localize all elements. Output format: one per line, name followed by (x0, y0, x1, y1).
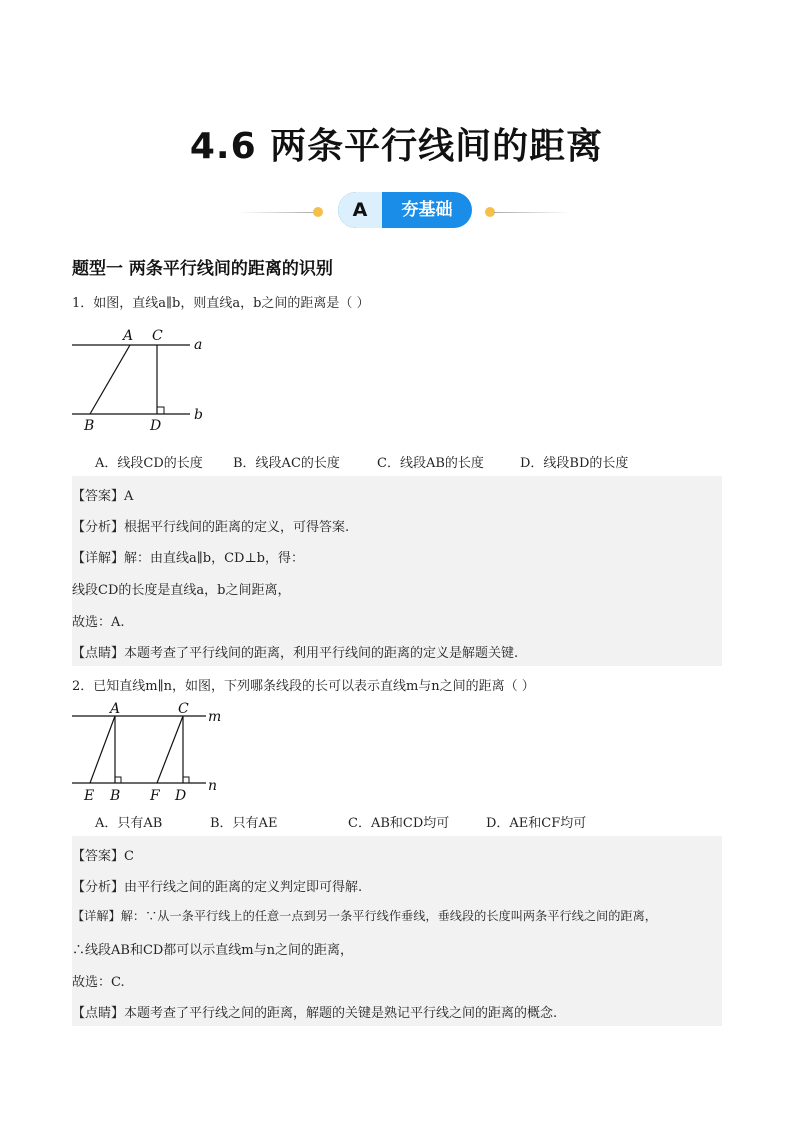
fig1-label-top-3: a (194, 337, 203, 353)
question-2-answer-box (72, 836, 722, 1026)
question-2-option-c: C．AB和CD均可 (348, 816, 450, 831)
question-2-stem: 2．已知直线m∥n，如图，下列哪条线段的长可以表示直线m与n之间的距离（ ） (72, 679, 535, 694)
section-banner (0, 192, 793, 232)
fig2-label-top-3: m (208, 709, 222, 725)
question-1-analysis: 【分析】根据平行线间的距离的定义，可得答案. (72, 520, 350, 535)
question-1-option-c: C．线段AB的长度 (377, 456, 484, 471)
question-1-answer: 【答案】A (72, 489, 134, 504)
fig2-label-bottom-3: F (150, 788, 160, 804)
banner-line-left (238, 212, 316, 213)
question-1-stem: 1．如图，直线a∥b，则直线a，b之间的距离是（ ） (72, 296, 370, 311)
fig2-label-bottom-1: E (84, 788, 95, 804)
question-1-option-a: A．线段CD的长度 (95, 456, 203, 471)
question-2-option-b: B．只有AE (210, 816, 278, 831)
question-1-option-d: D．线段BD的长度 (520, 456, 629, 471)
section-heading: 题型一 两条平行线间的距离的识别 (72, 259, 333, 279)
question-1-choice: 故选：A. (72, 615, 125, 630)
question-2-analysis: 【分析】由平行线之间的距离的定义判定即可得解. (72, 880, 363, 895)
fig2-label-bottom-5: n (208, 778, 218, 794)
fig1-label-bottom-3: b (194, 407, 203, 423)
question-1-figure (68, 325, 218, 435)
banner-line-right (494, 212, 572, 213)
question-2-answer: 【答案】C (72, 849, 134, 864)
banner-letter: A (338, 192, 382, 228)
question-2-detail: 【详解】解：∵从一条平行线上的任意一点到另一条平行线作垂线，垂线段的长度叫两条平行线之间的距离， (72, 909, 657, 923)
question-1-detail: 【详解】解：由直线a∥b，CD⊥b，得： (72, 551, 304, 566)
question-1-answer-box (72, 476, 722, 666)
question-2-option-d: D．AE和CF均可 (486, 816, 587, 831)
fig1-label-bottom-1: B (84, 418, 95, 434)
fig2-label-top-2: C (178, 701, 189, 717)
fig1-label-bottom-2: D (150, 418, 162, 434)
question-1-detail-line-2: 线段CD的长度是直线a，b之间距离， (72, 583, 291, 598)
banner-label: 夯基础 (401, 200, 453, 220)
fig2-label-bottom-2: B (110, 788, 121, 804)
question-2-figure (68, 700, 228, 806)
question-1-comment: 【点睛】本题考查了平行线间的距离，利用平行线间的距离的定义是解题关键. (72, 646, 519, 661)
question-1-option-b: B．线段AC的长度 (233, 456, 340, 471)
banner-dot-left (313, 207, 323, 217)
fig1-label-top-2: C (152, 328, 163, 344)
fig2-label-top-1: A (110, 701, 121, 717)
page-title: 4.6 两条平行线间的距离 (189, 126, 604, 167)
question-2-comment: 【点睛】本题考查了平行线之间的距离，解题的关键是熟记平行线之间的距离的概念. (72, 1006, 558, 1021)
fig1-label-top-1: A (123, 328, 134, 344)
question-2-option-a: A．只有AB (95, 816, 163, 831)
question-2-choice: 故选：C. (72, 975, 125, 990)
fig2-label-bottom-4: D (175, 788, 187, 804)
banner-pill (338, 192, 472, 228)
question-2-detail-line-2: ∴线段AB和CD都可以示直线m与n之间的距离， (72, 943, 354, 958)
